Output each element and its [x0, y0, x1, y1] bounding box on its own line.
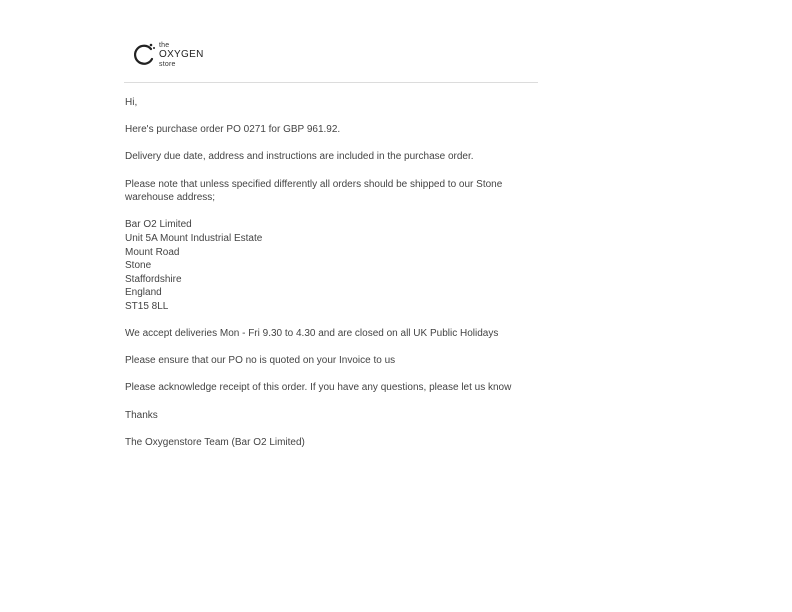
address-line-town: Stone: [125, 260, 152, 272]
signature: The Oxygenstore Team (Bar O2 Limited): [125, 436, 305, 448]
address-line-county: Staffordshire: [125, 273, 182, 285]
address-line-company: Bar O2 Limited: [125, 219, 192, 231]
logo-wordmark: [159, 42, 204, 68]
address-line-unit: Unit 5A Mount Industrial Estate: [125, 232, 263, 244]
address-line-road: Mount Road: [125, 246, 180, 258]
acknowledge-line: Please acknowledge receipt of this order. If you have any questions, please let us know: [125, 382, 512, 394]
invoice-line: Please ensure that our PO no is quoted on your Invoice to us: [125, 355, 396, 367]
thanks: Thanks: [125, 409, 158, 421]
greeting: Hi,: [125, 97, 138, 108]
purchase-order-line: Here's purchase order PO 0271 for GBP 961.92.: [125, 124, 341, 136]
oxygen-store-logo: [131, 38, 538, 74]
logo-store: store: [159, 61, 176, 68]
deliveries-line: We accept deliveries Mon - Fri 9.30 to 4.30 and are closed on all UK Public Holidays: [125, 328, 499, 340]
email-content: [124, 38, 538, 448]
header-divider: [124, 82, 538, 83]
logo-the: the: [159, 42, 170, 49]
email-body: [125, 96, 537, 463]
warehouse-address: [125, 218, 537, 313]
address-line-postcode: ST15 8LL: [125, 300, 169, 312]
oxygen-swirl-logo-icon: [131, 42, 157, 68]
address-line-country: England: [125, 287, 162, 299]
shipping-note: Please note that unless specified differently all orders should be shipped to our Stone warehouse address;: [125, 178, 503, 204]
delivery-line: Delivery due date, address and instructions are included in the purchase order.: [125, 151, 474, 163]
logo-brand: OXYGEN: [159, 49, 204, 60]
